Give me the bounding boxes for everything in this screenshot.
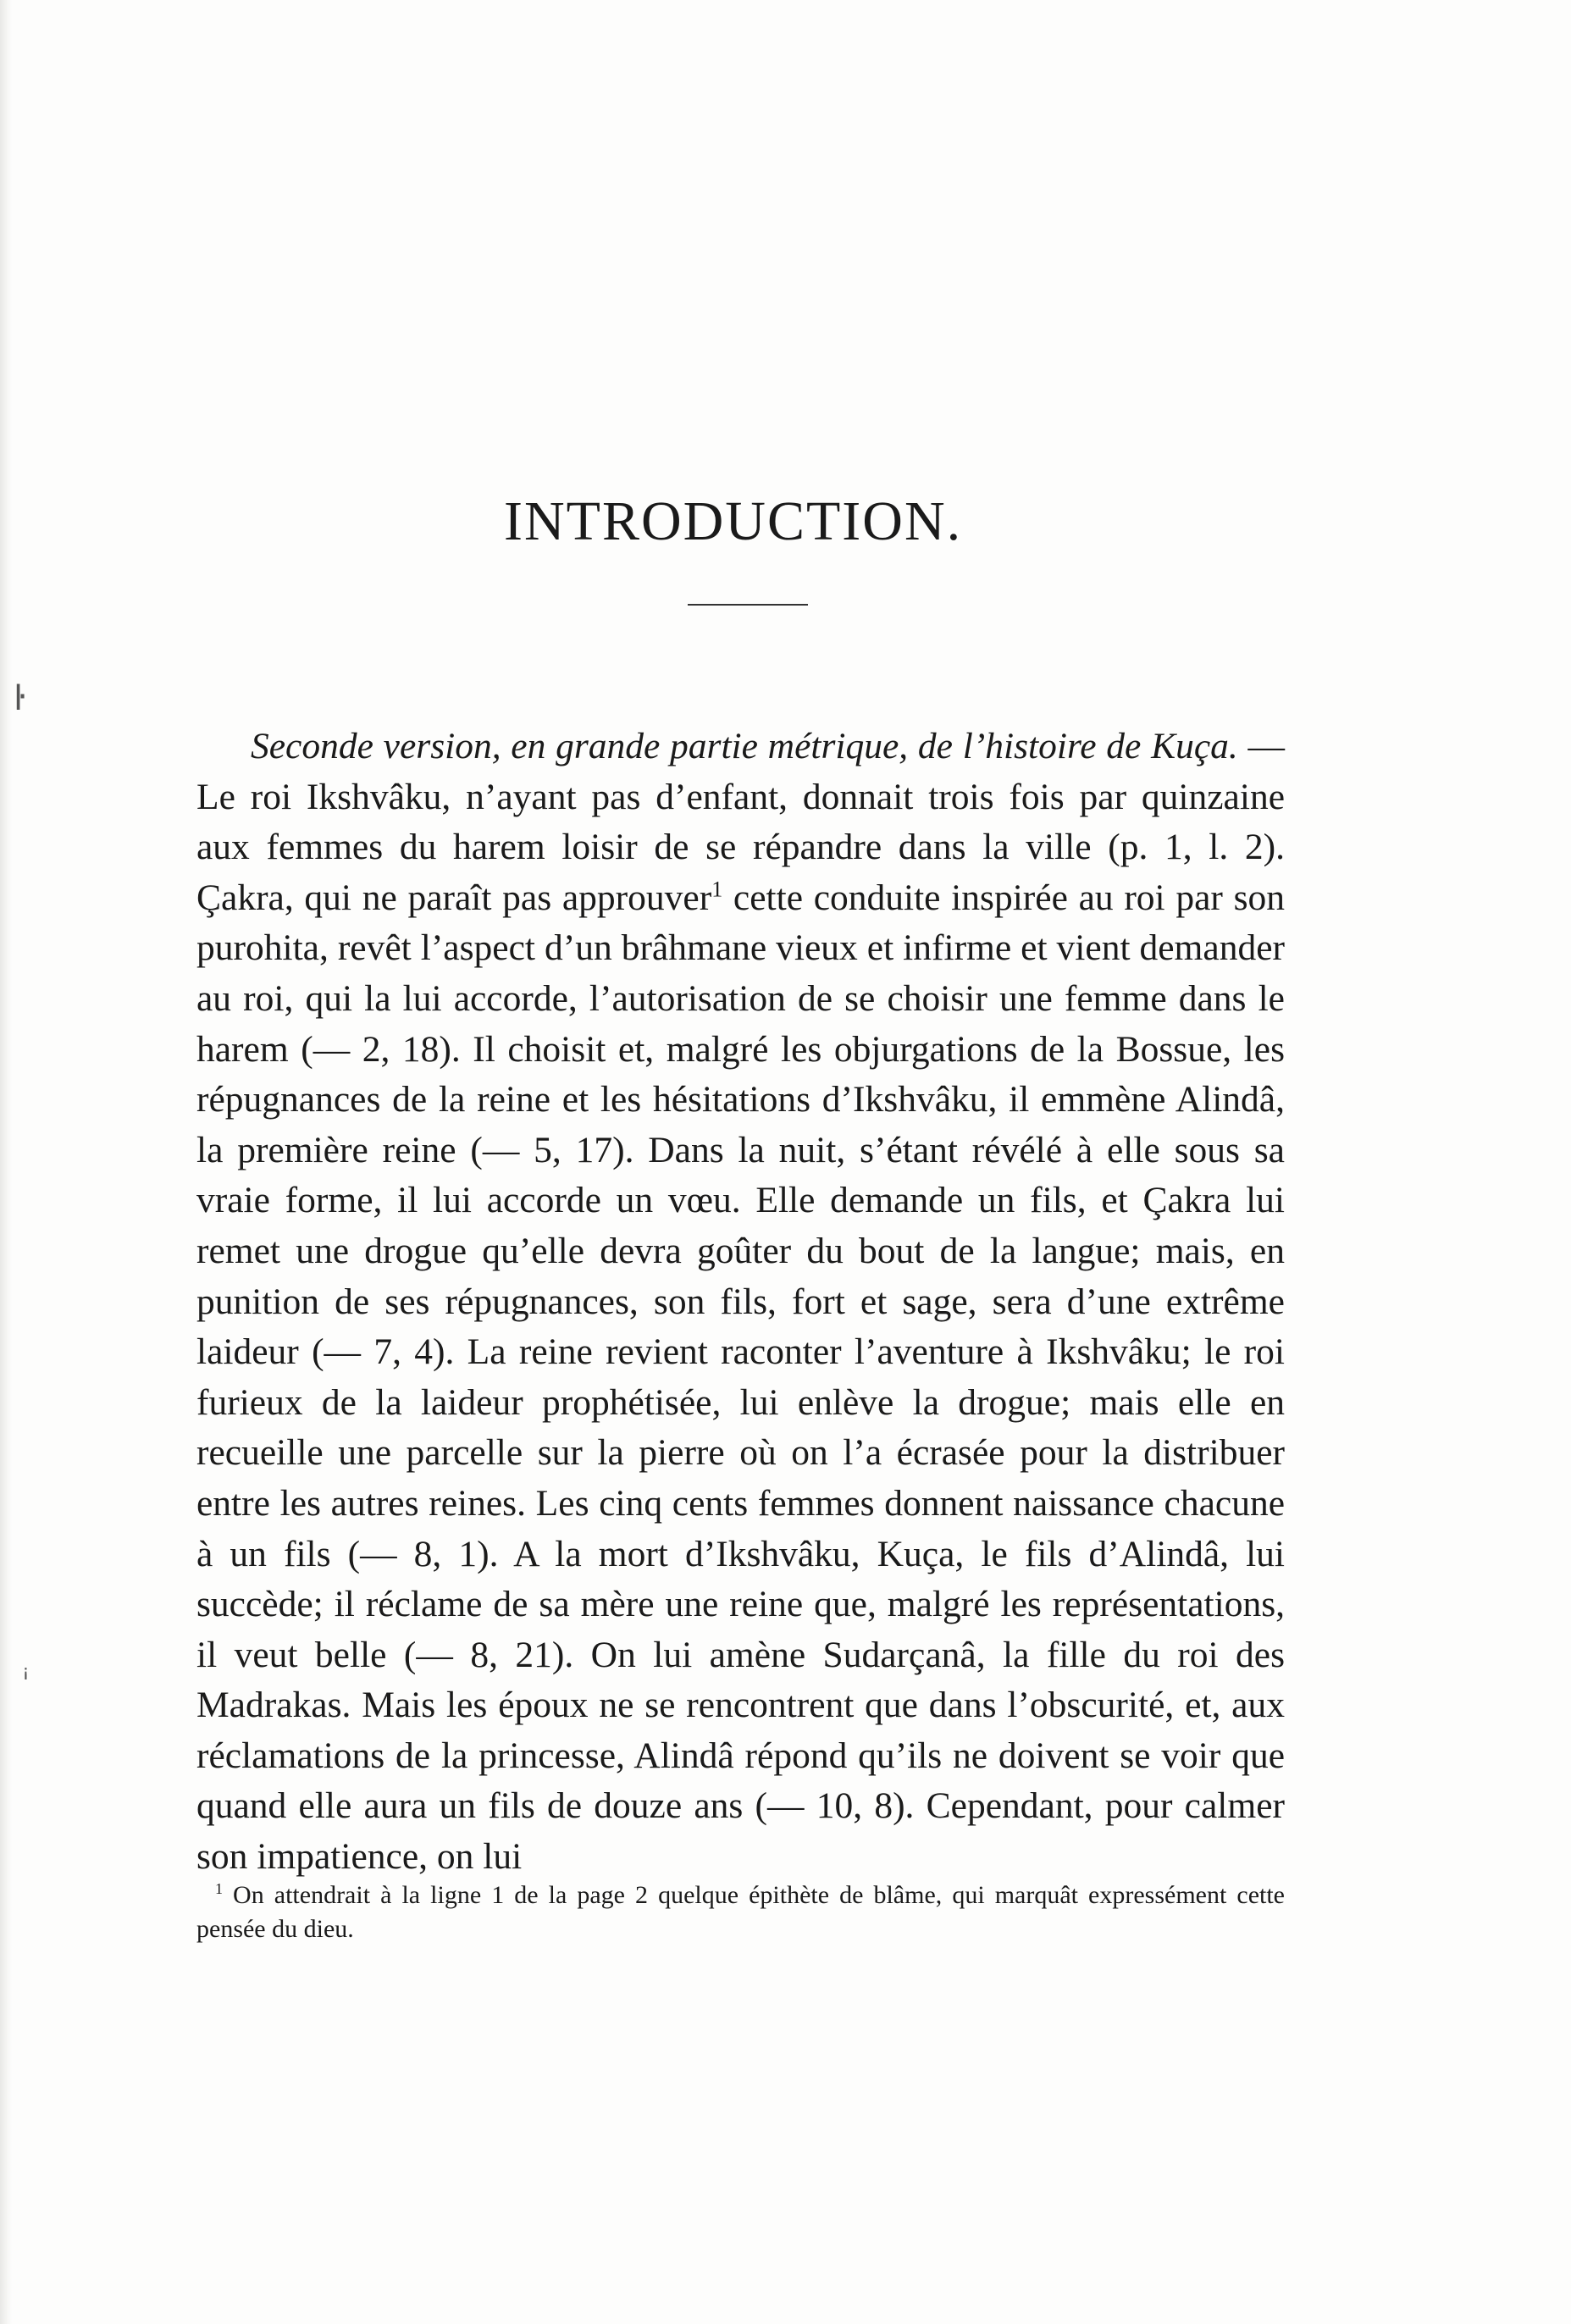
title-rule	[688, 604, 808, 606]
footnote-paragraph	[196, 1879, 1285, 1946]
chapter-title: INTRODUCTION.	[504, 490, 963, 552]
body-text	[196, 722, 1285, 1883]
footnote-reference: 1	[711, 877, 723, 902]
italic-lead: Seconde version, en grande partie métrique, de l’histoire de Kuça.	[251, 726, 1238, 766]
footnote-number: 1	[215, 1880, 223, 1897]
paragraph-text-2: cette conduite inspirée au roi par son purohita, revêt l’aspect d’un brâhmane vieux et infirme et vient demander au roi, qui la lui accorde, l’autorisation de se choisir une femme dans le harem (— 2, 18). Il choisit et, malgré les objurgations de la Bossue, les répugnances de la reine et les hésitations d’Ikshvâku, il emmène Alindâ, la première reine (— 5, 17). Dans la nuit, s’étant révélé à elle sous sa vraie forme, il lui accorde un vœu. Elle demande un fils, et Çakra lui remet une drogue qu’elle devra goûter du bout de la langue; mais, en punition de ses répugnances, son fils, fort et sage, sera d’une extrême laideur (— 7, 4). La reine revient raconter l’aventure à Ikshvâku; le roi furieux de la laideur prophétisée, lui enlève la drogue; mais elle en recueille une parcelle sur la pierre où on l’a écrasée pour la distribuer entre les autres reines. Les cinq cents femmes donnent naissance chacune à un fils (— 8, 1). A la mort d’Ikshvâku, Kuça, le fils d’Alindâ, lui succède; il réclame de sa mère une reine que, malgré les représentations, il veut belle (— 8, 21). On lui amène Sudarçanâ, la fille du roi des Madrakas. Mais les époux ne se rencontrent que dans l’obscurité, et, aux réclamations de la princesse, Alindâ répond qu’ils ne doivent se voir que quand elle aura un fils de douze ans (— 10, 8). Cependant, pour calmer son impatience, on lui	[196, 877, 1285, 1878]
dash: —	[1237, 726, 1286, 766]
margin-ink-mark: ŀ	[14, 679, 25, 718]
footnote-text: On attendrait à la ligne 1 de la page 2 quelque épithète de blâme, qui marquât expressément cette pensée du dieu.	[196, 1881, 1285, 1943]
footnote	[196, 1879, 1285, 1946]
paragraph-text-1: Le roi Ikshvâku, n’ayant pas d’enfant, donnait trois fois par quinzaine aux femmes du harem loisir de se répandre dans la ville (p. 1, l. 2). Çakra, qui ne paraît pas approuver	[196, 776, 1285, 918]
paragraph	[196, 722, 1285, 1883]
binding-edge	[0, 0, 12, 2324]
margin-ink-mark: ꜟ	[22, 1653, 30, 1687]
